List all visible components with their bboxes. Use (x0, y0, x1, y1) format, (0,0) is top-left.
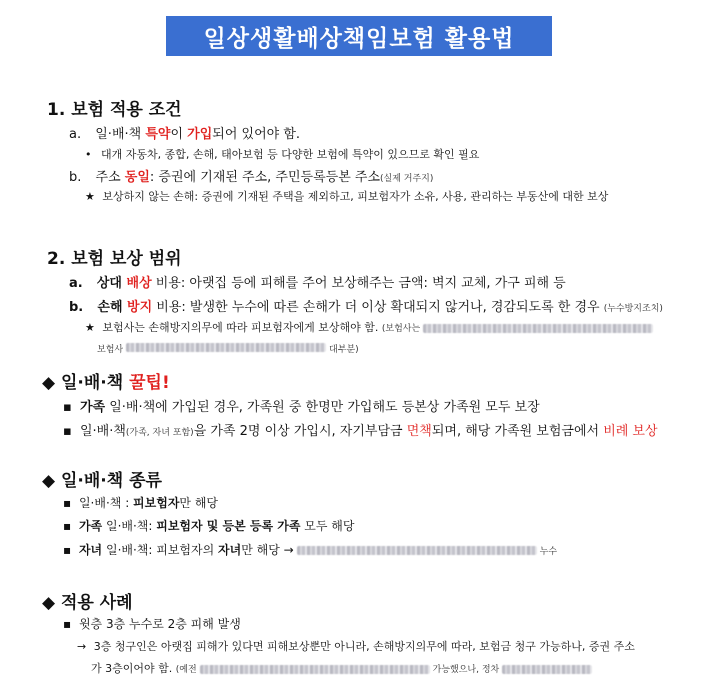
text: 가족 (79, 400, 106, 415)
text: 일·배·책 : (78, 496, 134, 510)
s3-item-2 (63, 420, 658, 439)
note-text: (보험사는 (381, 324, 421, 334)
s5-item-1 (63, 615, 241, 632)
note-text: (누수방지조치) (603, 304, 663, 314)
text: 적용 사례 (61, 593, 133, 613)
bullet-icon: ▪ (63, 543, 72, 557)
diamond-icon: ◆ (42, 471, 56, 491)
text: 대개 자동차, 종합, 손해, 태아보험 등 다양한 보험에 특약이 있으므로 확인 필요 (101, 148, 480, 161)
text: 을 가족 2명 이상 가입시, 자기부담금 (193, 424, 407, 439)
text: 일·배·책 종류 (61, 471, 162, 491)
text: 모두 해당 (300, 519, 355, 533)
section-4-heading (42, 466, 162, 491)
note-text: 가능했으나, 정차 (432, 665, 500, 675)
redacted-text (200, 665, 430, 674)
text: 만 해당 → (241, 543, 294, 557)
text: 일·배·책 (61, 373, 130, 393)
s5-case-line1 (77, 638, 635, 654)
diamond-icon: ◆ (42, 373, 56, 393)
note-text: 보험사 (97, 345, 124, 355)
s2-item-b (69, 296, 663, 315)
s1-item-a-sub (85, 146, 479, 162)
redacted-text (297, 546, 537, 555)
text: 가 3층이어야 함. (91, 662, 173, 675)
section-2-heading: 2. 보험 보상 범위 (47, 249, 182, 269)
highlight-text: 가입 (187, 127, 213, 142)
highlight-text: 비례 보상 (603, 424, 658, 439)
item-marker: b. (69, 170, 82, 185)
bold-text: 피보험자 (133, 496, 180, 510)
star-icon: ★ (85, 321, 95, 334)
page-title: 일상생활배상책임보험 활용법 (166, 16, 552, 56)
s2-star-note (85, 319, 656, 335)
text: 보상하지 않는 손해: 증권에 기재된 주택을 제외하고, 피보험자가 소유, 사용, 관리하는 부동산에 대한 보상 (102, 190, 609, 203)
star-icon: ★ (85, 190, 95, 203)
highlight-text: 면책 (406, 424, 432, 439)
text: 되어 있어야 함. (212, 127, 301, 142)
text: 만 해당 (179, 496, 219, 510)
s1-item-b (69, 166, 433, 185)
text: 보험사는 손해방지의무에 따라 피보험자에게 보상해야 함. (102, 321, 379, 334)
s5-case-line2 (91, 660, 595, 676)
section-3-heading (42, 368, 170, 393)
highlight-text: 동일 (124, 170, 150, 185)
text: 되며, 해당 가족원 보험금에서 (431, 424, 604, 439)
s1-item-b-sub (85, 188, 608, 204)
arrow-icon: → (77, 640, 87, 653)
redacted-text (126, 343, 326, 352)
text: 일·배·책에 가입된 경우, 가족원 중 한명만 가입해도 등본상 가족원 모두 보장 (105, 400, 540, 415)
note-text: 누수 (539, 547, 558, 557)
text: 일·배·책: 피보험자의 (102, 543, 219, 557)
s2-item-a (69, 272, 566, 291)
text: 상대 (96, 276, 127, 291)
item-marker: a. (69, 276, 83, 291)
s4-item-1 (63, 494, 218, 511)
note-text: (예전 (175, 665, 197, 675)
bullet-icon: ▪ (63, 400, 72, 415)
text: 주소 (95, 170, 125, 185)
bullet-icon: ▪ (63, 519, 72, 533)
section-5-heading (42, 588, 133, 613)
item-marker: b. (69, 300, 84, 315)
highlight-text: 방지 (127, 300, 153, 315)
highlight-text: 배상 (126, 276, 152, 291)
bullet-icon: ▪ (63, 424, 72, 439)
text: 비용: 아랫집 등에 피해를 주어 보상해주는 금액: 벽지 교체, 가구 피해 등 (151, 276, 566, 291)
bold-text: 자녀 (78, 543, 103, 557)
s1-item-a (69, 123, 300, 142)
text: 일·배·책 (79, 424, 126, 439)
s2-star-note-line2 (97, 337, 359, 356)
text: 비용: 발생한 누수에 따른 손해가 더 이상 확대되지 않거나, 경감되도록 한 경우 (152, 300, 600, 315)
text: 3층 청구인은 아랫집 피해가 있다면 피해보상뿐만 아니라, 손해방지의무에 따라, 보험금 청구 가능하나, 증권 주소 (93, 640, 635, 653)
redacted-text (502, 665, 592, 674)
note-text: (가족, 자녀 포함) (125, 428, 194, 438)
note-text: (실제 거주지) (380, 174, 434, 184)
item-marker: a. (69, 127, 82, 142)
highlight-text: 특약 (145, 127, 171, 142)
bold-text: 자녀 (218, 543, 242, 557)
highlight-text: 꿀팁! (129, 373, 170, 393)
text: 일·배·책: (102, 519, 157, 533)
bold-text: 가족 (78, 519, 103, 533)
section-1-heading: 1. 보험 적용 조건 (47, 100, 182, 120)
bullet-icon: ▪ (63, 496, 72, 510)
text: : 증권에 기재된 주소, 주민등록등본 주소 (149, 170, 381, 185)
text: 윗층 3층 누수로 2층 피해 발생 (78, 617, 241, 631)
diamond-icon: ◆ (42, 593, 56, 613)
text: 손해 (97, 300, 128, 315)
text: 이 (170, 127, 188, 142)
bullet-icon: ▪ (63, 617, 72, 631)
s4-item-3 (63, 541, 557, 558)
bullet-icon: • (85, 148, 92, 161)
bold-text: 피보험자 및 등본 등록 가족 (156, 519, 301, 533)
s4-item-2 (63, 517, 354, 534)
text: 일·배·책 (95, 127, 146, 142)
redacted-text (423, 324, 653, 333)
note-text: 대부분) (329, 345, 359, 355)
s3-item-1 (63, 396, 540, 415)
